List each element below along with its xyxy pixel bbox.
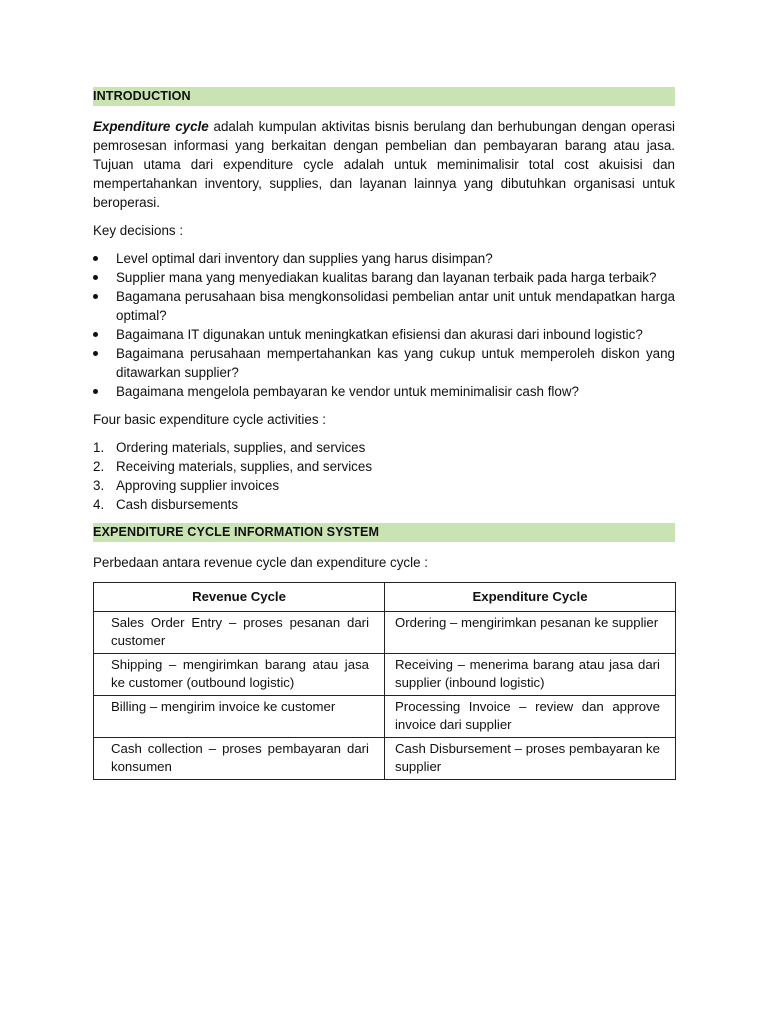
table-header-row bbox=[94, 583, 676, 612]
list-item: 2. Receiving materials, supplies, and services bbox=[93, 459, 373, 474]
list-number: 2. bbox=[93, 459, 105, 474]
list-number: 3. bbox=[93, 478, 105, 493]
bullet-icon bbox=[93, 275, 98, 280]
list-item: Bagamana perusahaan bisa mengkonsolidasi pembelian antar unit untuk mendapatkan harga optimal? bbox=[93, 287, 675, 325]
key-decisions-label: Key decisions : bbox=[93, 223, 184, 238]
list-number: 4. bbox=[93, 497, 105, 512]
activities-label: Four basic expenditure cycle activities : bbox=[93, 412, 326, 427]
table-cell: Processing Invoice – review dan approve invoice dari supplier bbox=[385, 696, 676, 738]
bullet-icon bbox=[93, 332, 98, 337]
list-item: 3. Approving supplier invoices bbox=[93, 478, 280, 493]
list-item: 4. Cash disbursements bbox=[93, 497, 239, 512]
table-cell: Billing – mengirim invoice ke customer bbox=[94, 696, 385, 738]
table-cell: Sales Order Entry – proses pesanan dari customer bbox=[94, 612, 385, 654]
document-content bbox=[93, 87, 675, 780]
list-item: Supplier mana yang menyediakan kualitas barang dan layanan terbaik pada harga terbaik? bbox=[93, 268, 675, 287]
list-item: Bagaimana IT digunakan untuk meningkatkan efisiensi dan akurasi dari inbound logistic? bbox=[93, 325, 675, 344]
list-item: Bagaimana perusahaan mempertahankan kas yang cukup untuk memperoleh diskon yang ditawarkan supplier? bbox=[93, 344, 675, 382]
table-row bbox=[94, 654, 676, 696]
table-cell: Receiving – menerima barang atau jasa dari supplier (inbound logistic) bbox=[385, 654, 676, 696]
table-row bbox=[94, 738, 676, 780]
list-item: Bagaimana mengelola pembayaran ke vendor untuk meminimalisir cash flow? bbox=[93, 382, 675, 401]
table-row bbox=[94, 612, 676, 654]
intro-text: adalah kumpulan aktivitas bisnis berulang dan berhubungan dengan operasi pemrosesan informasi yang berkaitan dengan pembelian dan pembayaran barang atau jasa. Tujuan utama dari expenditure cycle adalah untuk meminimalisir total cost akuisisi dan mempertahankan inventory, supplies, dan layanan lainnya yang dibutuhkan organisasi untuk beroperasi. bbox=[93, 119, 675, 210]
section-heading-introduction: INTRODUCTION bbox=[93, 87, 675, 106]
table-cell: Shipping – mengirimkan barang atau jasa ke customer (outbound logistic) bbox=[94, 654, 385, 696]
list-item: Level optimal dari inventory dan supplies yang harus disimpan? bbox=[93, 249, 675, 268]
table-cell: Cash Disbursement – proses pembayaran ke supplier bbox=[385, 738, 676, 780]
column-header-expenditure-cycle: Expenditure Cycle bbox=[385, 583, 676, 612]
intro-paragraph bbox=[93, 117, 675, 212]
section-heading-information-system: EXPENDITURE CYCLE INFORMATION SYSTEM bbox=[93, 523, 675, 542]
comparison-label: Perbedaan antara revenue cycle dan expenditure cycle : bbox=[93, 555, 428, 570]
table-cell: Ordering – mengirimkan pesanan ke supplier bbox=[385, 612, 676, 654]
bullet-icon bbox=[93, 256, 98, 261]
bullet-icon bbox=[93, 294, 98, 299]
bullet-icon bbox=[93, 351, 98, 356]
list-item: 1. Ordering materials, supplies, and services bbox=[93, 440, 366, 455]
activities-list bbox=[93, 438, 675, 514]
table-row bbox=[94, 696, 676, 738]
table-cell: Cash collection – proses pembayaran dari konsumen bbox=[94, 738, 385, 780]
lead-term: Expenditure cycle bbox=[93, 119, 209, 134]
comparison-table bbox=[93, 582, 676, 780]
column-header-revenue-cycle: Revenue Cycle bbox=[94, 583, 385, 612]
bullet-icon bbox=[93, 389, 98, 394]
list-number: 1. bbox=[93, 440, 105, 455]
key-decisions-list bbox=[93, 249, 675, 401]
